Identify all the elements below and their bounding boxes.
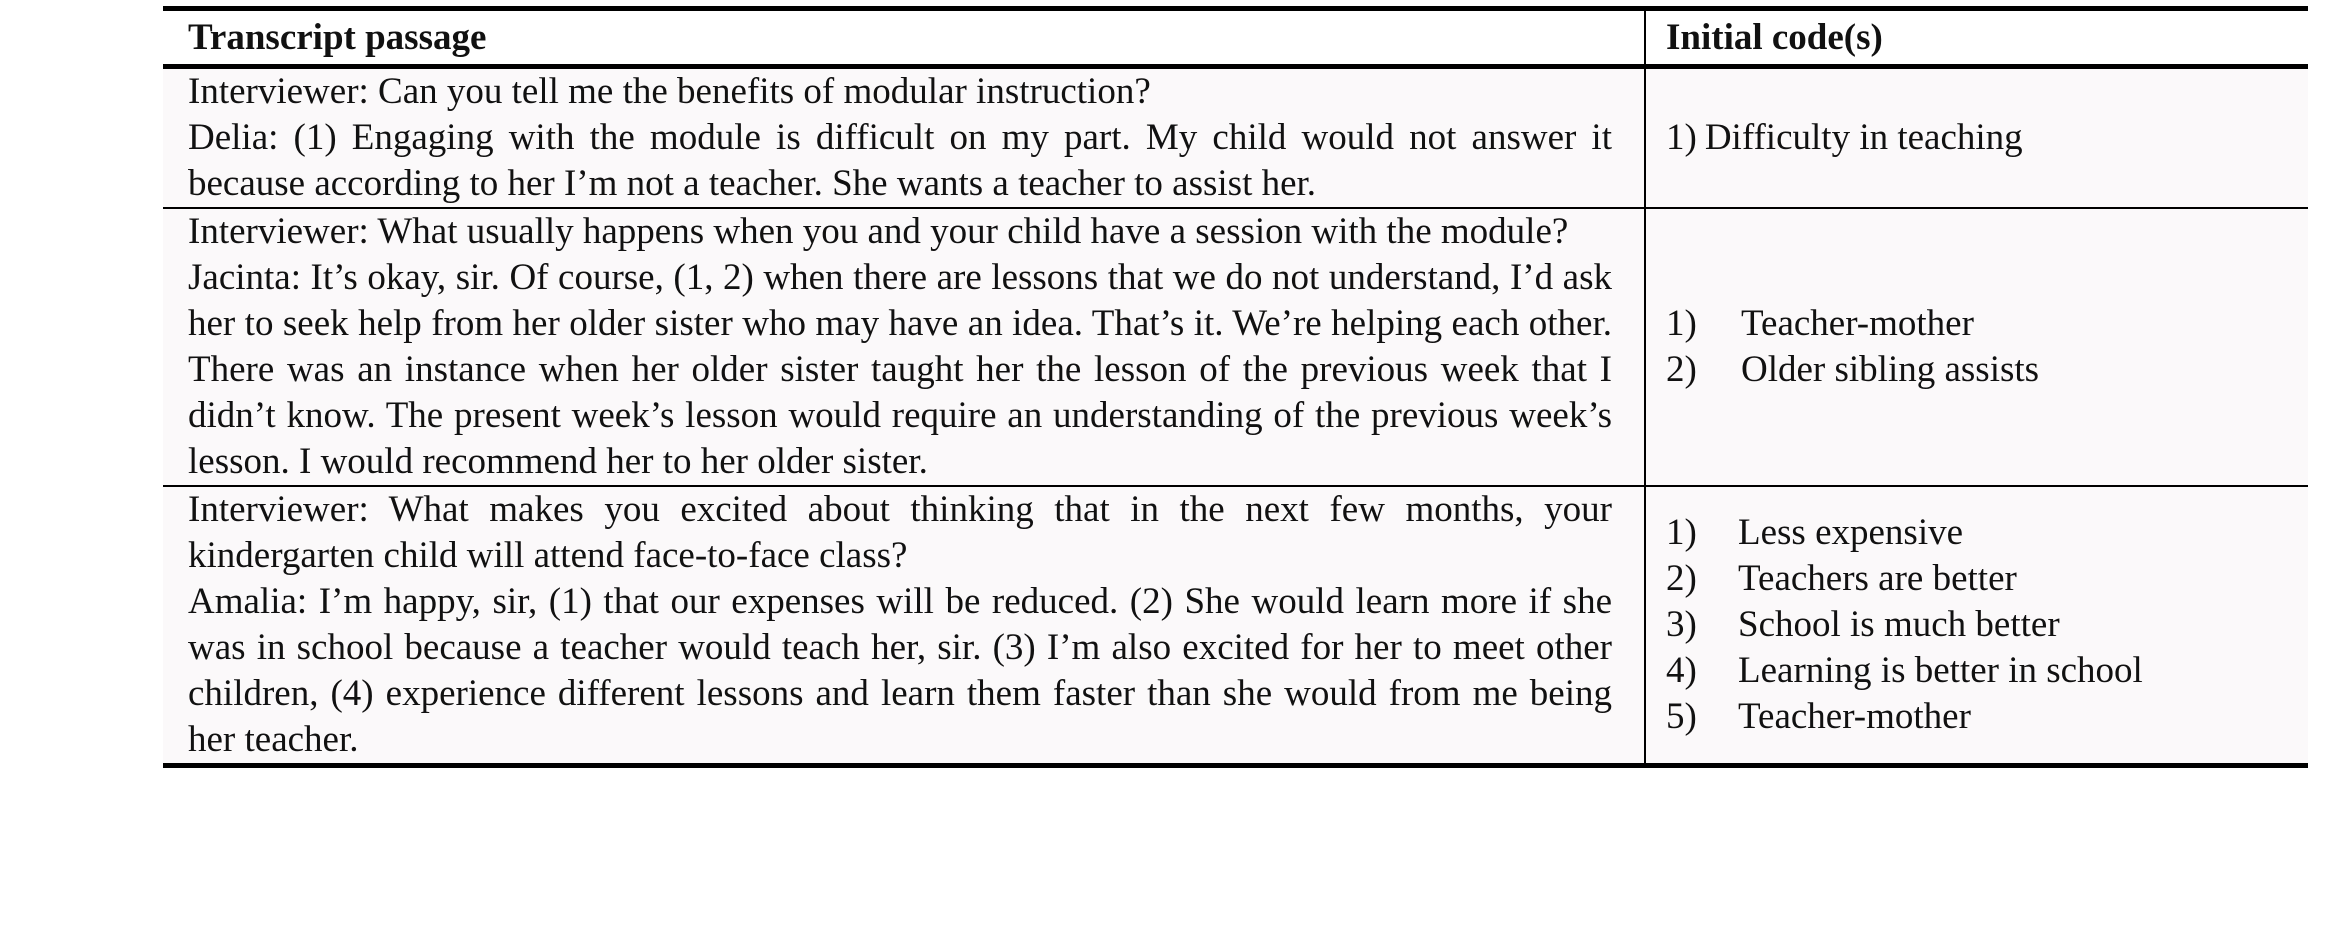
code-text: Difficulty in teaching: [1704, 117, 2023, 158]
transcript-passage-cell: [163, 208, 1645, 486]
code-text: Teacher-mother: [1738, 696, 1971, 737]
initial-codes-cell: [1645, 67, 2308, 209]
table-row: [163, 208, 2308, 486]
code-item: [1666, 301, 2288, 347]
initial-codes-cell: [1645, 208, 2308, 486]
code-number: 1): [1666, 303, 1697, 344]
code-number: 4): [1666, 650, 1697, 691]
code-number: 1): [1666, 117, 1697, 158]
code-item: [1666, 556, 2288, 602]
code-item: [1666, 510, 2288, 556]
table-row: [163, 486, 2308, 766]
code-text: Teacher-mother: [1741, 303, 1974, 344]
coding-table: [163, 6, 2308, 768]
code-text: Older sibling assists: [1741, 349, 2040, 390]
code-item: [1666, 694, 2288, 740]
transcript-passage-cell: [163, 67, 1645, 209]
initial-codes-cell: [1645, 486, 2308, 766]
code-number: 1): [1666, 512, 1697, 553]
table-row: [163, 67, 2308, 209]
code-number: 3): [1666, 604, 1697, 645]
code-number: 2): [1666, 349, 1697, 390]
header-initial-codes: Initial code(s): [1645, 9, 2308, 67]
code-item: [1666, 602, 2288, 648]
code-text: Less expensive: [1738, 512, 1964, 553]
code-number: 5): [1666, 696, 1697, 737]
code-item: [1666, 347, 2288, 393]
code-text: School is much better: [1738, 604, 2060, 645]
code-text: Learning is better in school: [1738, 650, 2143, 691]
header-row: [163, 9, 2308, 67]
participant-response: Amalia: I’m happy, sir, (1) that our expenses will be reduced. (2) She would learn more if she was in school because a teacher would teach her, sir. (3) I’m also excited for her to meet other children, (4) experience different lessons and learn them faster than she would from me being her teacher.: [188, 581, 1612, 760]
code-text: Teachers are better: [1738, 558, 2017, 599]
code-number: 2): [1666, 558, 1697, 599]
interviewer-question: Interviewer: What usually happens when you and your child have a session with the module?: [188, 211, 1569, 252]
header-transcript-passage: Transcript passage: [163, 9, 1645, 67]
transcript-passage-cell: [163, 486, 1645, 766]
code-item: [1666, 648, 2288, 694]
participant-response: Delia: (1) Engaging with the module is difficult on my part. My child would not answer it because according to her I’m not a teacher. She wants a teacher to assist her.: [188, 117, 1612, 204]
interviewer-question: Interviewer: What makes you excited about thinking that in the next few months, your kindergarten child will attend face-to-face class?: [188, 489, 1612, 576]
participant-response: Jacinta: It’s okay, sir. Of course, (1, 2) when there are lessons that we do not understand, I’d ask her to seek help from her older sister who may have an idea. That’s it. We’re helping each other. There was an instance when her older sister taught her the lesson of the previous week that I didn’t know. The present week’s lesson would require an understanding of the previous week’s lesson. I would recommend her to her older sister.: [188, 257, 1612, 482]
code-item: [1666, 115, 2288, 161]
interviewer-question: Interviewer: Can you tell me the benefits of modular instruction?: [188, 71, 1151, 112]
